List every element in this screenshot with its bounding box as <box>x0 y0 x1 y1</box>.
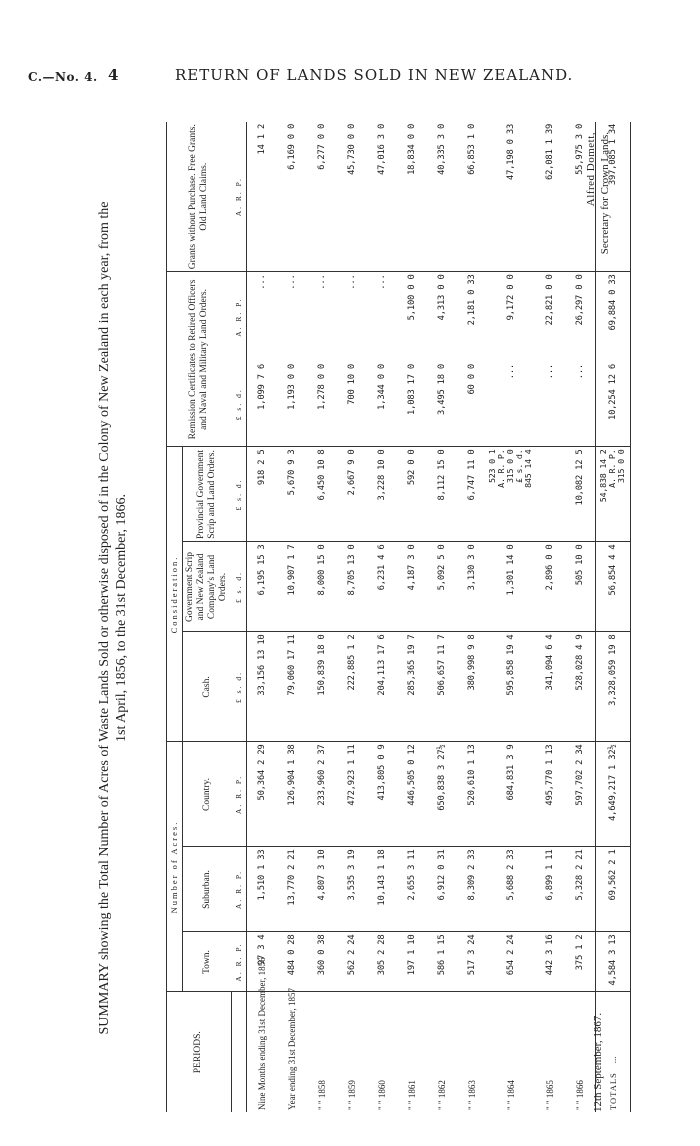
table-row <box>457 122 487 1112</box>
cell-grants: 47,198 0 33 <box>487 122 535 272</box>
cell-scrip: 5,092 5 0 <box>427 542 457 632</box>
signatory-office: Secretary for Crown Lands. <box>599 132 611 255</box>
cell-remission-money: 1,099 7 6 <box>247 362 278 447</box>
cell-grants: 6,169 0 0 <box>277 122 307 272</box>
summary-title-line1: SUMMARY showing the Total Number of Acres of Waste Lands Sold or otherwise disposed of in the Colony of New Zealand in each year, from the <box>97 201 112 1035</box>
unit-country: A. R. P. <box>231 742 247 847</box>
cell-suburban: 5,328 2 21 <box>565 847 596 932</box>
cell-period: " " 1863 <box>467 1080 477 1110</box>
page-title: RETURN OF LANDS SOLD IN NEW ZEALAND. <box>175 66 574 84</box>
table-row <box>277 122 307 1112</box>
cell-suburban: 4,807 3 10 <box>307 847 337 932</box>
cell-provincial: 2,667 9 0 <box>337 447 367 542</box>
total-cell-suburban: 69,562 2 1 <box>596 847 631 932</box>
unit-grants: A. R. P. <box>231 122 247 272</box>
cell-country: 446,505 0 12 <box>397 742 427 847</box>
cell-suburban: 1,510 1 33 <box>247 847 278 932</box>
cell-country: 597,702 2 34 <box>565 742 596 847</box>
cell-provincial: 10,082 12 5 <box>565 447 596 542</box>
cell-remission-money: 1,344 0 0 <box>367 362 397 447</box>
cell-town: 586 1 15 <box>427 932 457 992</box>
cell-remission-money: ... <box>565 362 596 447</box>
totals-dots: ... <box>608 1056 618 1064</box>
cell-period: " " 1859 <box>347 1080 357 1110</box>
cell-period: Year ending 31st December, 1857 <box>287 988 297 1110</box>
cell-town: 654 2 24 <box>487 932 535 992</box>
cell-cash: 341,094 6 4 <box>535 632 565 742</box>
cell-period: " " 1858 <box>317 1080 327 1110</box>
totals-row <box>596 122 631 1112</box>
cell-grants: 40,335 3 0 <box>427 122 457 272</box>
cell-scrip: 4,187 3 0 <box>397 542 427 632</box>
total-cell-provincial <box>596 447 631 542</box>
cell-cash: 506,657 11 7 <box>427 632 457 742</box>
col-country: Country. <box>183 742 232 847</box>
cell-period: " " 1866 <box>575 1080 585 1110</box>
cell-town: 97 3 4 <box>247 932 278 992</box>
cell-cash: 79,060 17 11 <box>277 632 307 742</box>
cell-period: " " 1864 <box>506 1080 516 1110</box>
cell-suburban: 13,770 2 21 <box>277 847 307 932</box>
unit-suburban: A. R. P. <box>231 847 247 932</box>
cell-town: 517 3 24 <box>457 932 487 992</box>
col-periods: PERIODS. <box>167 992 232 1112</box>
totals-label: TOTALS <box>608 1072 618 1110</box>
cell-suburban: 3,535 3 19 <box>337 847 367 932</box>
cell-period: " " 1865 <box>545 1080 555 1110</box>
cell-grants: 62,081 1 39 <box>535 122 565 272</box>
cell-period: " " 1861 <box>407 1080 417 1110</box>
cell-scrip: 6,231 4 6 <box>367 542 397 632</box>
cell-town: 484 0 28 <box>277 932 307 992</box>
cell-cash: 33,156 13 10 <box>247 632 278 742</box>
cell-town: 360 0 38 <box>307 932 337 992</box>
cell-grants: 45,730 0 0 <box>337 122 367 272</box>
cell-provincial <box>487 447 535 542</box>
cell-remission-money: 1,083 17 0 <box>397 362 427 447</box>
cell-remission-acres: ... <box>257 274 267 290</box>
cell-cash: 285,365 19 7 <box>397 632 427 742</box>
total-cell-provincial-stack: 54,838 14 2 A. R. P. 315 0 0 <box>598 449 626 503</box>
col-group-acres: Number of Acres. <box>167 742 183 992</box>
cell-remission-money: 1,278 0 0 <box>307 362 337 447</box>
cell-cash: 380,998 9 8 <box>457 632 487 742</box>
cell-town: 305 2 28 <box>367 932 397 992</box>
unit-provincial: £ s. d. <box>231 447 247 542</box>
total-cell-town: 4,584 3 13 <box>596 932 631 992</box>
col-grants: Grants without Purchase. Free Grants. Old Land Claims. <box>167 122 232 272</box>
table-row <box>367 122 397 1112</box>
cell-scrip: 505 10 0 <box>565 542 596 632</box>
cell-suburban: 6,899 1 11 <box>535 847 565 932</box>
table-row <box>427 122 457 1112</box>
cell-suburban: 2,655 3 11 <box>397 847 427 932</box>
cell-remission-money: ... <box>487 362 535 447</box>
signatory-name: Alfred Domett, <box>585 132 597 207</box>
cell-town: 562 2 24 <box>337 932 367 992</box>
footer-date: 12th September, 1867. <box>592 1012 604 1112</box>
unit-town: A. R. P. <box>231 932 247 992</box>
cell-remission-money: ... <box>535 362 565 447</box>
cell-country: 650,838 3 27½ <box>427 742 457 847</box>
series-number: C.—No. 4. <box>28 70 98 84</box>
cell-suburban: 10,143 1 18 <box>367 847 397 932</box>
cell-period: " " 1862 <box>437 1080 447 1110</box>
summary-title <box>96 118 130 1118</box>
cell-grants: 66,853 1 0 <box>457 122 487 272</box>
cell-provincial: 6,747 11 0 <box>457 447 487 542</box>
total-cell-scrip: 56,854 4 4 <box>596 542 631 632</box>
cell-country: 413,805 0 9 <box>367 742 397 847</box>
cell-remission-money: 1,193 0 0 <box>277 362 307 447</box>
col-group-consideration: Consideration. <box>167 447 183 742</box>
cell-provincial <box>535 447 565 542</box>
cell-country: 126,904 1 38 <box>277 742 307 847</box>
summary-title-line2: 1st April, 1856, to the 31st December, 1866. <box>114 494 129 742</box>
cell-cash: 222,885 1 2 <box>337 632 367 742</box>
cell-country: 50,364 2 29 <box>247 742 278 847</box>
cell-town: 197 1 10 <box>397 932 427 992</box>
cell-grants: 55,975 3 0 <box>565 122 596 272</box>
cell-cash: 150,839 18 0 <box>307 632 337 742</box>
cell-provincial: 3,228 10 0 <box>367 447 397 542</box>
cell-remission-acres: ... <box>347 274 357 290</box>
table-row <box>397 122 427 1112</box>
cell-suburban: 8,309 2 33 <box>457 847 487 932</box>
cell-remission-acres: 26,297 0 0 <box>575 274 585 326</box>
col-remission: Remission Certificates to Retired Officers and Naval and Military Land Orders. <box>167 272 232 447</box>
cell-country: 233,960 2 37 <box>307 742 337 847</box>
cell-remission-money: 700 10 0 <box>337 362 367 447</box>
cell-remission-acres: 5,100 0 0 <box>407 274 417 321</box>
cell-remission-acres: 4,313 0 0 <box>437 274 447 321</box>
cell-town: 442 3 16 <box>535 932 565 992</box>
cell-provincial: 5,670 9 3 <box>277 447 307 542</box>
signature-block <box>584 132 612 254</box>
cell-provincial-stack: 523 0 1 A. R. P. 315 0 0 £ s. d. 845 14 4 <box>487 449 533 488</box>
cell-provincial: 592 0 0 <box>397 447 427 542</box>
cell-remission-acres: 2,181 0 33 <box>467 274 477 326</box>
unit-scrip: £ s. d. <box>231 542 247 632</box>
total-cell-remission-money: 10,254 12 6 <box>596 362 631 447</box>
cell-scrip: 8,705 13 0 <box>337 542 367 632</box>
col-cash: Cash. <box>183 632 232 742</box>
unit-remission-acres: A. R. P. <box>231 272 247 362</box>
col-provincial: Provincial Government Scrip and Land Orders. <box>183 447 232 542</box>
cell-remission-acres: ... <box>287 274 297 290</box>
col-scrip-nz: Government Scrip and New Zealand Company's Land Orders. <box>183 542 232 632</box>
cell-grants: 6,277 0 0 <box>307 122 337 272</box>
cell-country: 520,610 1 13 <box>457 742 487 847</box>
total-cell-grants: 397,085 1 34 <box>596 122 631 272</box>
cell-remission-money: 60 0 0 <box>457 362 487 447</box>
cell-cash: 204,113 17 6 <box>367 632 397 742</box>
cell-period: Nine Months ending 31st December, 1856 <box>257 957 267 1110</box>
cell-provincial: 918 2 5 <box>247 447 278 542</box>
total-cell-remission-acres: 69,884 0 33 <box>596 272 631 362</box>
rotated-summary-table-page <box>96 118 636 1118</box>
cell-remission-acres: 22,821 0 0 <box>545 274 555 326</box>
cell-remission-acres: ... <box>317 274 327 290</box>
unit-cash: £ s. d. <box>231 632 247 742</box>
unit-remission-money: £ s. d. <box>231 362 247 447</box>
table-row <box>535 122 565 1112</box>
cell-grants: 14 1 2 <box>247 122 278 272</box>
cell-scrip: 10,907 1 7 <box>277 542 307 632</box>
cell-scrip: 1,301 14 0 <box>487 542 535 632</box>
table-row <box>337 122 367 1112</box>
cell-grants: 47,016 3 0 <box>367 122 397 272</box>
cell-scrip: 2,896 0 0 <box>535 542 565 632</box>
cell-country: 472,923 1 11 <box>337 742 367 847</box>
cell-scrip: 3,130 3 0 <box>457 542 487 632</box>
table-row <box>487 122 535 1112</box>
cell-suburban: 5,688 2 33 <box>487 847 535 932</box>
cell-provincial: 8,112 15 0 <box>427 447 457 542</box>
table-row <box>307 122 337 1112</box>
total-cell-country: 4,649,217 1 32½ <box>596 742 631 847</box>
cell-suburban: 6,912 0 31 <box>427 847 457 932</box>
cell-grants: 18,834 0 0 <box>397 122 427 272</box>
cell-remission-money: 3,495 18 0 <box>427 362 457 447</box>
cell-cash: 528,028 4 9 <box>565 632 596 742</box>
cell-scrip: 8,000 15 0 <box>307 542 337 632</box>
cell-country: 495,770 1 13 <box>535 742 565 847</box>
cell-provincial: 6,450 10 8 <box>307 447 337 542</box>
cell-remission-acres: 9,172 0 0 <box>506 274 516 321</box>
summary-table <box>166 122 631 1112</box>
page-number: 4 <box>108 66 119 84</box>
cell-country: 684,831 3 9 <box>487 742 535 847</box>
total-cell-cash: 3,328,059 19 8 <box>596 632 631 742</box>
table-row <box>565 122 596 1112</box>
cell-scrip: 6,195 15 3 <box>247 542 278 632</box>
cell-town: 375 1 2 <box>565 932 596 992</box>
col-suburban: Suburban. <box>183 847 232 932</box>
col-town: Town. <box>183 932 232 992</box>
cell-cash: 595,858 19 4 <box>487 632 535 742</box>
table-row <box>247 122 278 1112</box>
cell-remission-acres: ... <box>377 274 387 290</box>
cell-period: " " 1860 <box>377 1080 387 1110</box>
